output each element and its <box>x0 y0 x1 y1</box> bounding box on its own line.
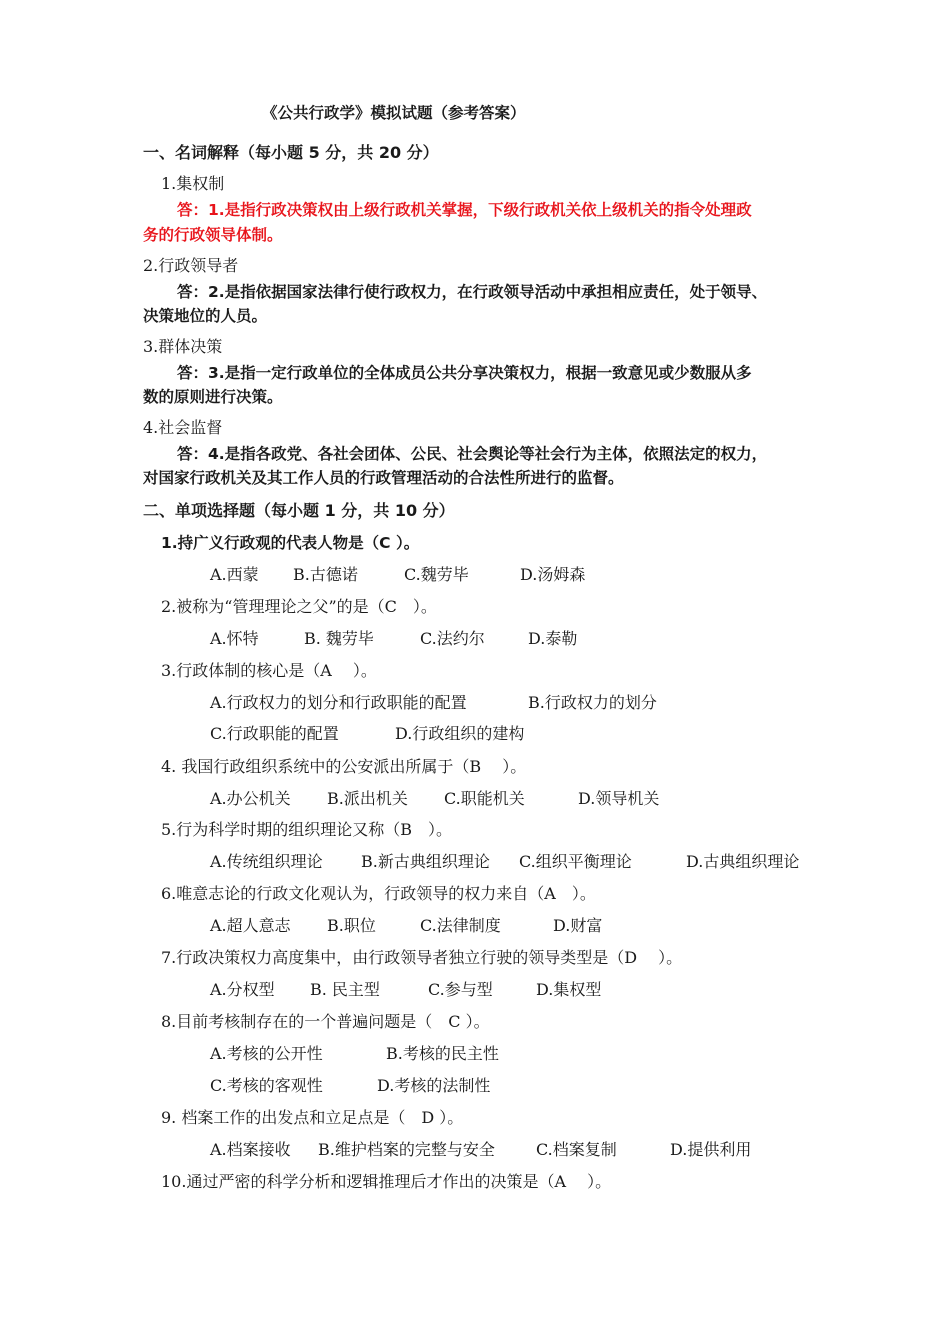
q1-option-b: B.古德诺 <box>293 565 358 584</box>
question-1: 1.持广义行政观的代表人物是（C ）。 <box>161 534 420 552</box>
q5-option-d: D.古典组织理论 <box>686 852 800 871</box>
answer-3-line2: 数的原则进行决策。 <box>143 388 283 406</box>
answer-1-line2: 务的行政领导体制。 <box>143 226 283 244</box>
q8-option-a: A.考核的公开性 <box>210 1044 323 1063</box>
question-6: 6.唯意志论的行政文化观认为，行政领导的权力来自（A ）。 <box>161 884 596 903</box>
answer-1-line1: 答：1.是指行政决策权由上级行政机关掌握，下级行政机关依上级机关的指令处理政 <box>177 201 752 219</box>
q4-option-c: C.职能机关 <box>444 789 525 808</box>
answer-2-line1: 答：2.是指依据国家法律行使行政权力，在行政领导活动中承担相应责任，处于领导、 <box>177 283 768 301</box>
q3-option-c: C.行政职能的配置 <box>210 724 339 743</box>
page-title: 《公共行政学》模拟试题（参考答案） <box>262 103 526 122</box>
question-7: 7.行政决策权力高度集中，由行政领导者独立行驶的领导类型是（D ）。 <box>161 948 683 967</box>
q9-option-b: B.维护档案的完整与安全 <box>318 1140 495 1159</box>
q5-option-c: C.组织平衡理论 <box>519 852 632 871</box>
answer-2-line2: 决策地位的人员。 <box>143 307 268 325</box>
q2-option-b: B. 魏劳毕 <box>304 629 374 648</box>
q8-option-c: C.考核的客观性 <box>210 1076 323 1095</box>
question-3: 3.行政体制的核心是（A ）。 <box>161 661 377 680</box>
question-4: 4. 我国行政组织系统中的公安派出所属于（B ）。 <box>161 757 527 776</box>
q7-option-a: A.分权型 <box>210 980 275 999</box>
answer-3-line1: 答：3.是指一定行政单位的全体成员公共分享决策权力，根据一致意见或少数服从多 <box>177 364 752 382</box>
question-2: 2.被称为“管理理论之父”的是（C ）。 <box>161 597 437 616</box>
term-1: 1.集权制 <box>161 174 225 193</box>
q1-option-a: A.西蒙 <box>210 565 259 584</box>
q9-option-a: A.档案接收 <box>210 1140 291 1159</box>
q6-option-b: B.职位 <box>327 916 376 935</box>
q7-option-c: C.参与型 <box>428 980 493 999</box>
q5-option-a: A.传统组织理论 <box>210 852 323 871</box>
term-4: 4.社会监督 <box>143 418 223 437</box>
answer-4-line2: 对国家行政机关及其工作人员的行政管理活动的合法性所进行的监督。 <box>143 469 624 487</box>
section2-heading: 二、单项选择题（每小题 1 分，共 10 分） <box>143 501 455 520</box>
q2-option-a: A.怀特 <box>210 629 259 648</box>
q6-option-d: D.财富 <box>553 916 603 935</box>
q6-option-a: A.超人意志 <box>210 916 291 935</box>
q1-option-c: C.魏劳毕 <box>404 565 469 584</box>
q7-option-d: D.集权型 <box>536 980 602 999</box>
section1-heading: 一、名词解释（每小题 5 分，共 20 分） <box>143 143 439 162</box>
term-2: 2.行政领导者 <box>143 256 239 275</box>
q7-option-b: B. 民主型 <box>310 980 380 999</box>
q2-option-d: D.泰勒 <box>528 629 578 648</box>
q9-option-c: C.档案复制 <box>536 1140 617 1159</box>
term-3: 3.群体决策 <box>143 337 223 356</box>
q5-option-b: B.新古典组织理论 <box>361 852 490 871</box>
question-8: 8.目前考核制存在的一个普遍问题是（ C ）。 <box>161 1012 490 1031</box>
answer-4-line1: 答：4.是指各政党、各社会团体、公民、社会舆论等社会行为主体，依照法定的权力， <box>177 445 768 463</box>
q4-option-d: D.领导机关 <box>578 789 660 808</box>
q3-option-d: D.行政组织的建构 <box>395 724 525 743</box>
q3-option-b: B.行政权力的划分 <box>528 693 657 712</box>
q4-option-a: A.办公机关 <box>210 789 291 808</box>
question-10: 10.通过严密的科学分析和逻辑推理后才作出的决策是（A ）。 <box>161 1172 612 1191</box>
q8-option-b: B.考核的民主性 <box>386 1044 499 1063</box>
q4-option-b: B.派出机关 <box>327 789 408 808</box>
q9-option-d: D.提供利用 <box>670 1140 752 1159</box>
question-5: 5.行为科学时期的组织理论又称（B ）。 <box>161 820 453 839</box>
q6-option-c: C.法律制度 <box>420 916 501 935</box>
q1-option-d: D.汤姆森 <box>520 565 586 584</box>
question-9: 9. 档案工作的出发点和立足点是（ D ）。 <box>161 1108 464 1127</box>
q8-option-d: D.考核的法制性 <box>377 1076 491 1095</box>
q3-option-a: A.行政权力的划分和行政职能的配置 <box>210 693 467 712</box>
q2-option-c: C.法约尔 <box>420 629 485 648</box>
